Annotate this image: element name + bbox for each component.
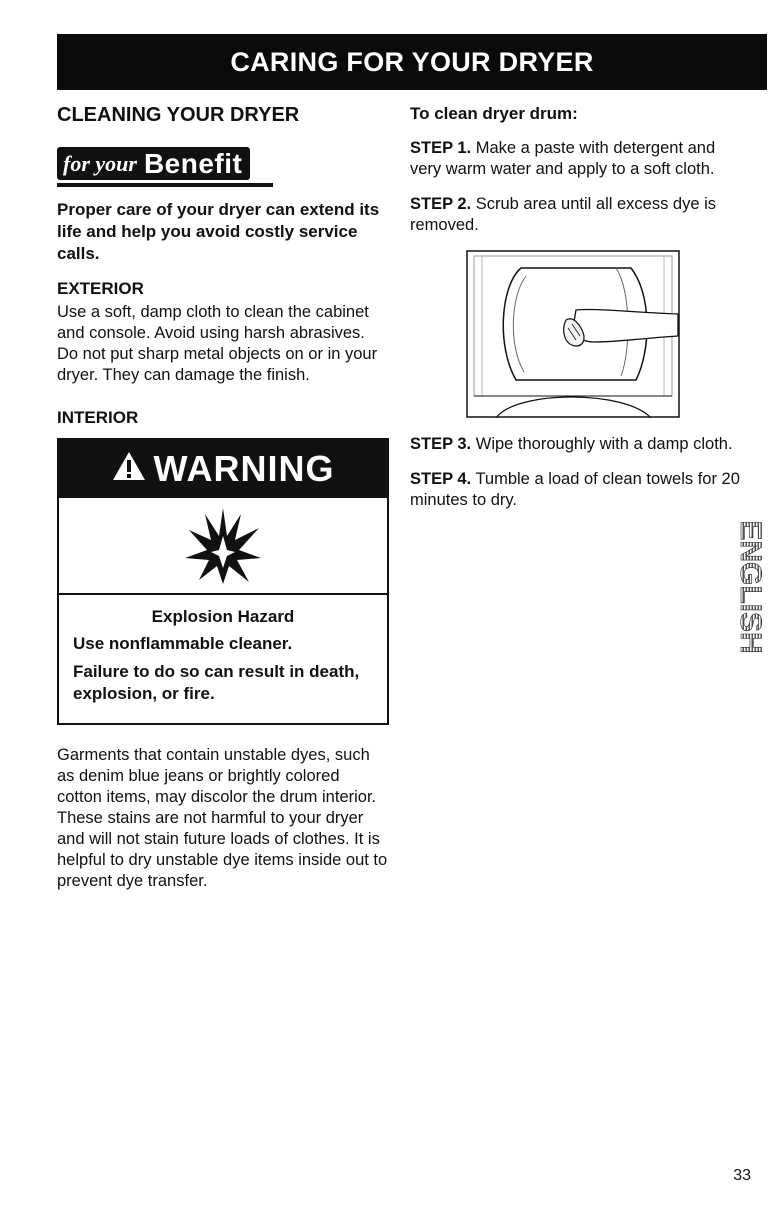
warning-triangle-icon — [112, 448, 146, 490]
explosion-icon — [59, 498, 387, 595]
step-2-text: Scrub area until all excess dye is removed. — [410, 195, 717, 234]
page-number: 33 — [733, 1167, 751, 1184]
page-banner — [57, 34, 767, 90]
step-4 — [410, 469, 740, 511]
hazard-instruction: Use nonflammable cleaner. — [73, 634, 293, 653]
step-1-label: STEP 1. — [410, 139, 472, 157]
exterior-text: Use a soft, damp cloth to clean the cabinet and console. Avoid using harsh abrasives. Do not put sharp metal objects on or in your dryer. They can damage the finish. — [57, 303, 378, 384]
garments-text: Garments that contain unstable dyes, such as denim blue jeans or brightly colored cotton items, may discolor the drum interior. These stains are not harmful to your dryer and will not stain future loads of clothes. It is helpful to dry unstable dye items inside out to prevent dye transfer. — [57, 746, 388, 890]
benefit-rule — [57, 183, 273, 187]
banner-title: CARING FOR YOUR DRYER — [230, 46, 594, 77]
right-column — [410, 104, 740, 525]
side-english-label: ENGLISH — [734, 520, 767, 654]
benefit-for-your: for your — [63, 150, 137, 176]
side-language-tab — [731, 505, 767, 670]
step-4-label: STEP 4. — [410, 470, 472, 488]
hazard-title: Explosion Hazard — [151, 607, 295, 626]
left-column — [57, 104, 389, 909]
benefit-word: Benefit — [143, 147, 243, 179]
warning-header — [59, 440, 387, 498]
step-2 — [410, 194, 740, 236]
warning-box — [57, 438, 389, 725]
interior-heading: INTERIOR — [57, 408, 139, 427]
section-heading: CLEANING YOUR DRYER — [57, 104, 300, 126]
step-4-text: Tumble a load of clean towels for 20 minutes to dry. — [410, 470, 740, 509]
hazard-consequence: Failure to do so can result in death, explosion, or fire. — [73, 662, 360, 703]
benefit-badge — [57, 147, 250, 180]
step-3-text: Wipe thoroughly with a damp cloth. — [475, 435, 733, 453]
warning-label: WARNING — [153, 448, 335, 489]
step-3 — [410, 434, 740, 455]
warning-body — [59, 595, 387, 723]
drum-cleaning-heading: To clean dryer drum: — [410, 104, 578, 123]
dryer-drum-illustration — [466, 250, 680, 418]
step-3-label: STEP 3. — [410, 435, 472, 453]
intro-text: Proper care of your dryer can extend its life and help you avoid costly service calls. — [57, 200, 380, 263]
step-2-label: STEP 2. — [410, 195, 472, 213]
step-1-text: Make a paste with detergent and very warm water and apply to a soft cloth. — [410, 139, 716, 178]
step-1 — [410, 138, 740, 180]
exterior-heading: EXTERIOR — [57, 279, 144, 298]
